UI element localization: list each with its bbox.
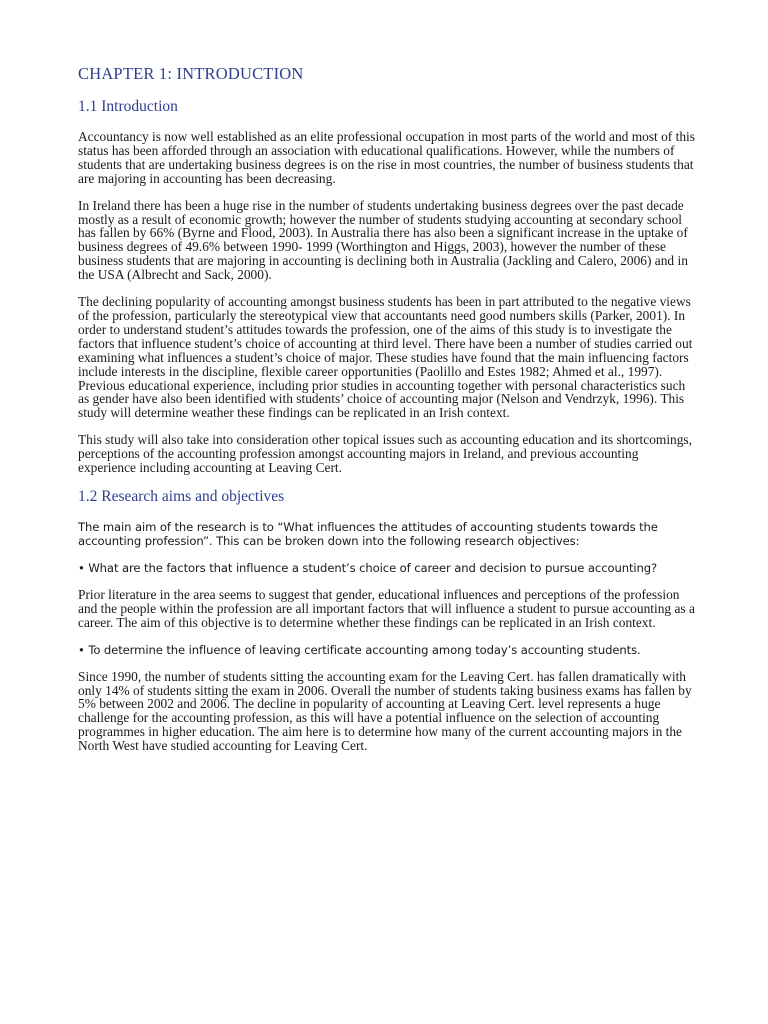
research-aim-paragraph: The main aim of the research is to “What influences the attitudes of accounting students towards the accounting profession”. This can be broken down into the following research objectives: — [78, 519, 658, 548]
intro-paragraph-3: The declining popularity of accounting amongst business students has been in part attributed to the negative views of the profession, particularly the stereotypical view that accountants need good numbers skills (Parker, 2001). In order to understand student’s attitudes towards the profession, one of the aims of this study is to investigate the factors that influence student’s choice of accounting at third level. There have been a number of studies carried out examining what influences a student’s choice of major. These studies have found that the main influencing factors include interests in the discipline, flexible career opportunities (Paolillo and Estes 1982; Ahmed et al., 1997). Previous educational experience, including prior studies in accounting together with personal characteristics such as gender have also been identified with students’ choice of accounting major (Nelson and Vendrzyk, 1996). This study will determine weather these findings can be replicated in an Irish context. — [78, 294, 693, 421]
document-page — [78, 64, 698, 766]
objective-1-discussion: Prior literature in the area seems to suggest that gender, educational influences and perceptions of the profession and the people within the profession are all important factors that will influence a student to pursue accounting as a career. The aim of this objective is to determine whether these findings can be replicated in an Irish context. — [78, 586, 695, 630]
intro-paragraph-2: In Ireland there has been a huge rise in the number of students undertaking business degrees over the past decade mostly as a result of economic growth; however the number of students studying accounting at secondary school has fallen by 66% (Byrne and Flood, 2003). In Australia there has also been a significant increase in the uptake of business degrees of 49.6% between 1990- 1999 (Worthington and Higgs, 2003), however the number of these business students that are majoring in accounting is declining both in Australia (Jackling and Calero, 2006) and in the USA (Albrecht and Sack, 2000). — [78, 197, 688, 283]
objective-bullet-2: • To determine the influence of leaving certificate accounting among today’s accounting students. — [78, 642, 641, 657]
chapter-title: CHAPTER 1: INTRODUCTION — [78, 64, 304, 83]
section-heading-research-aims: 1.2 Research aims and objectives — [78, 487, 285, 505]
objective-bullet-1: • What are the factors that influence a student’s choice of career and decision to pursue accounting? — [78, 560, 658, 575]
objective-2-discussion: Since 1990, the number of students sitting the accounting exam for the Leaving Cert. has fallen dramatically with only 14% of students sitting the exam in 2006. Overall the number of students taking business exams has fallen by 5% between 2002 and 2006. The decline in popularity of accounting at Leaving Cert. level represents a huge challenge for the accounting profession, as this will have a potential influence on the selection of accounting programmes in higher education. The aim here is to determine how many of the current accounting majors in the North West have studied accounting for Leaving Cert. — [78, 668, 692, 754]
intro-paragraph-1: Accountancy is now well established as an elite professional occupation in most parts of the world and most of this status has been afforded through an association with educational qualifications. However, while the numbers of students that are undertaking business degrees is on the rise in most countries, the number of business students that are majoring in accounting has been decreasing. — [78, 129, 695, 186]
section-heading-introduction: 1.1 Introduction — [78, 98, 178, 115]
intro-paragraph-4: This study will also take into consideration other topical issues such as accounting education and its shortcomings, perceptions of the accounting profession amongst accounting majors in Ireland, and previous accounting experience including accounting at Leaving Cert. — [78, 432, 692, 476]
